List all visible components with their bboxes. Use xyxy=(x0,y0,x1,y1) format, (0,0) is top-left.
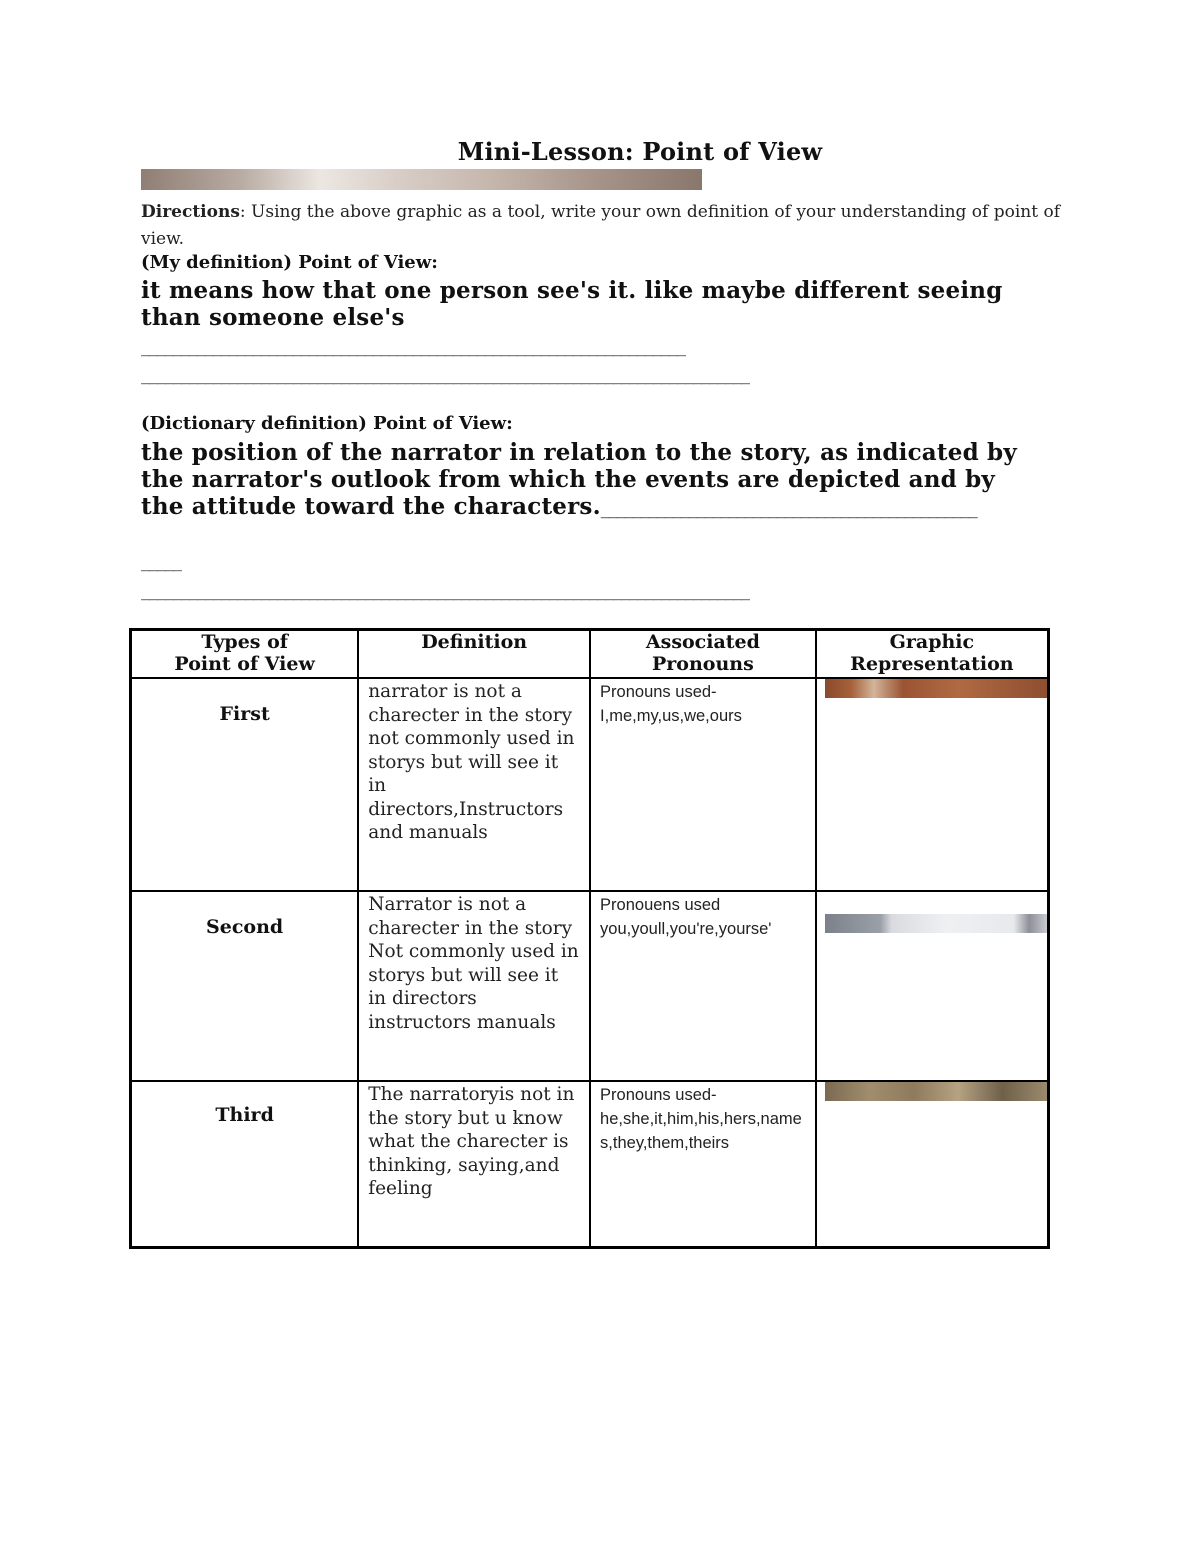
graphic-cell xyxy=(816,678,1049,891)
pronouns-list: I,me,my,us,we,ours xyxy=(600,707,742,725)
type-cell: Second xyxy=(131,891,359,1081)
dictionary-definition-text: the position of the narrator in relation to the story, as indicated by the narrator's outlook from which the events are depicted and by the attitude toward the characters. xyxy=(141,439,1017,520)
answer-rule-line: _____ xyxy=(141,551,181,572)
table-header-row xyxy=(131,630,1049,679)
directions-body: : Using the above graphic as a tool, write your own definition of your understanding of point of view. xyxy=(141,202,1061,249)
my-definition-answer: it means how that one person see's it. like maybe different seeing than someone else's xyxy=(141,277,1003,331)
graphic-cell xyxy=(816,1081,1049,1247)
pronouns-cell xyxy=(590,678,816,891)
definition-cell: narrator is not a charecter in the story not commonly used in storys but will see it in directors,Instructors and manuals xyxy=(358,678,590,891)
pronouns-cell xyxy=(590,1081,816,1247)
my-definition-label: (My definition) Point of View: xyxy=(141,252,438,273)
answer-rule-line: ____________________________________________________________________________ xyxy=(141,364,749,385)
graphic-cell xyxy=(816,891,1049,1081)
pronouns-label: Pronouns used- xyxy=(600,683,717,701)
answer-rule-line: ____________________________________________________________________________ xyxy=(141,580,749,601)
pronouns-list: you,youll,you're,yourse' xyxy=(600,920,772,938)
dictionary-definition-label: (Dictionary definition) Point of View: xyxy=(141,413,513,434)
third-person-graphic xyxy=(825,1082,1047,1101)
definition-cell: Narrator is not a charecter in the story Not commonly used in storys but will see it in directors instructors manuals xyxy=(358,891,590,1081)
second-person-graphic xyxy=(825,914,1047,933)
header-definition: Definition xyxy=(358,630,590,679)
table-row xyxy=(131,678,1049,891)
header-pronouns: Associated Pronouns xyxy=(590,630,816,679)
pronouns-cell xyxy=(590,891,816,1081)
pronouns-list: he,she,it,him,his,hers,names,they,them,theirs xyxy=(600,1110,802,1152)
point-of-view-table xyxy=(129,628,1050,1249)
pronouns-label: Pronouens used xyxy=(600,896,721,914)
definition-cell: The narratoryis not in the story but u know what the charecter is thinking, saying,and feeling xyxy=(358,1081,590,1247)
directions-text xyxy=(141,199,1071,253)
banner-graphic xyxy=(141,169,702,190)
answer-rule-line: _______________________________________________ xyxy=(600,498,977,519)
table-row xyxy=(131,1081,1049,1247)
header-graphic: Graphic Representation xyxy=(816,630,1049,679)
dictionary-definition-answer xyxy=(141,439,1041,522)
table-row xyxy=(131,891,1049,1081)
type-cell: First xyxy=(131,678,359,891)
answer-rule-line: ____________________________________________________________________ xyxy=(141,336,685,357)
directions-label: Directions xyxy=(141,202,240,222)
page-title: Mini-Lesson: Point of View xyxy=(457,137,823,166)
header-types: Types of Point of View xyxy=(131,630,359,679)
type-cell: Third xyxy=(131,1081,359,1247)
first-person-graphic xyxy=(825,679,1047,698)
pronouns-label: Pronouns used- xyxy=(600,1086,717,1104)
